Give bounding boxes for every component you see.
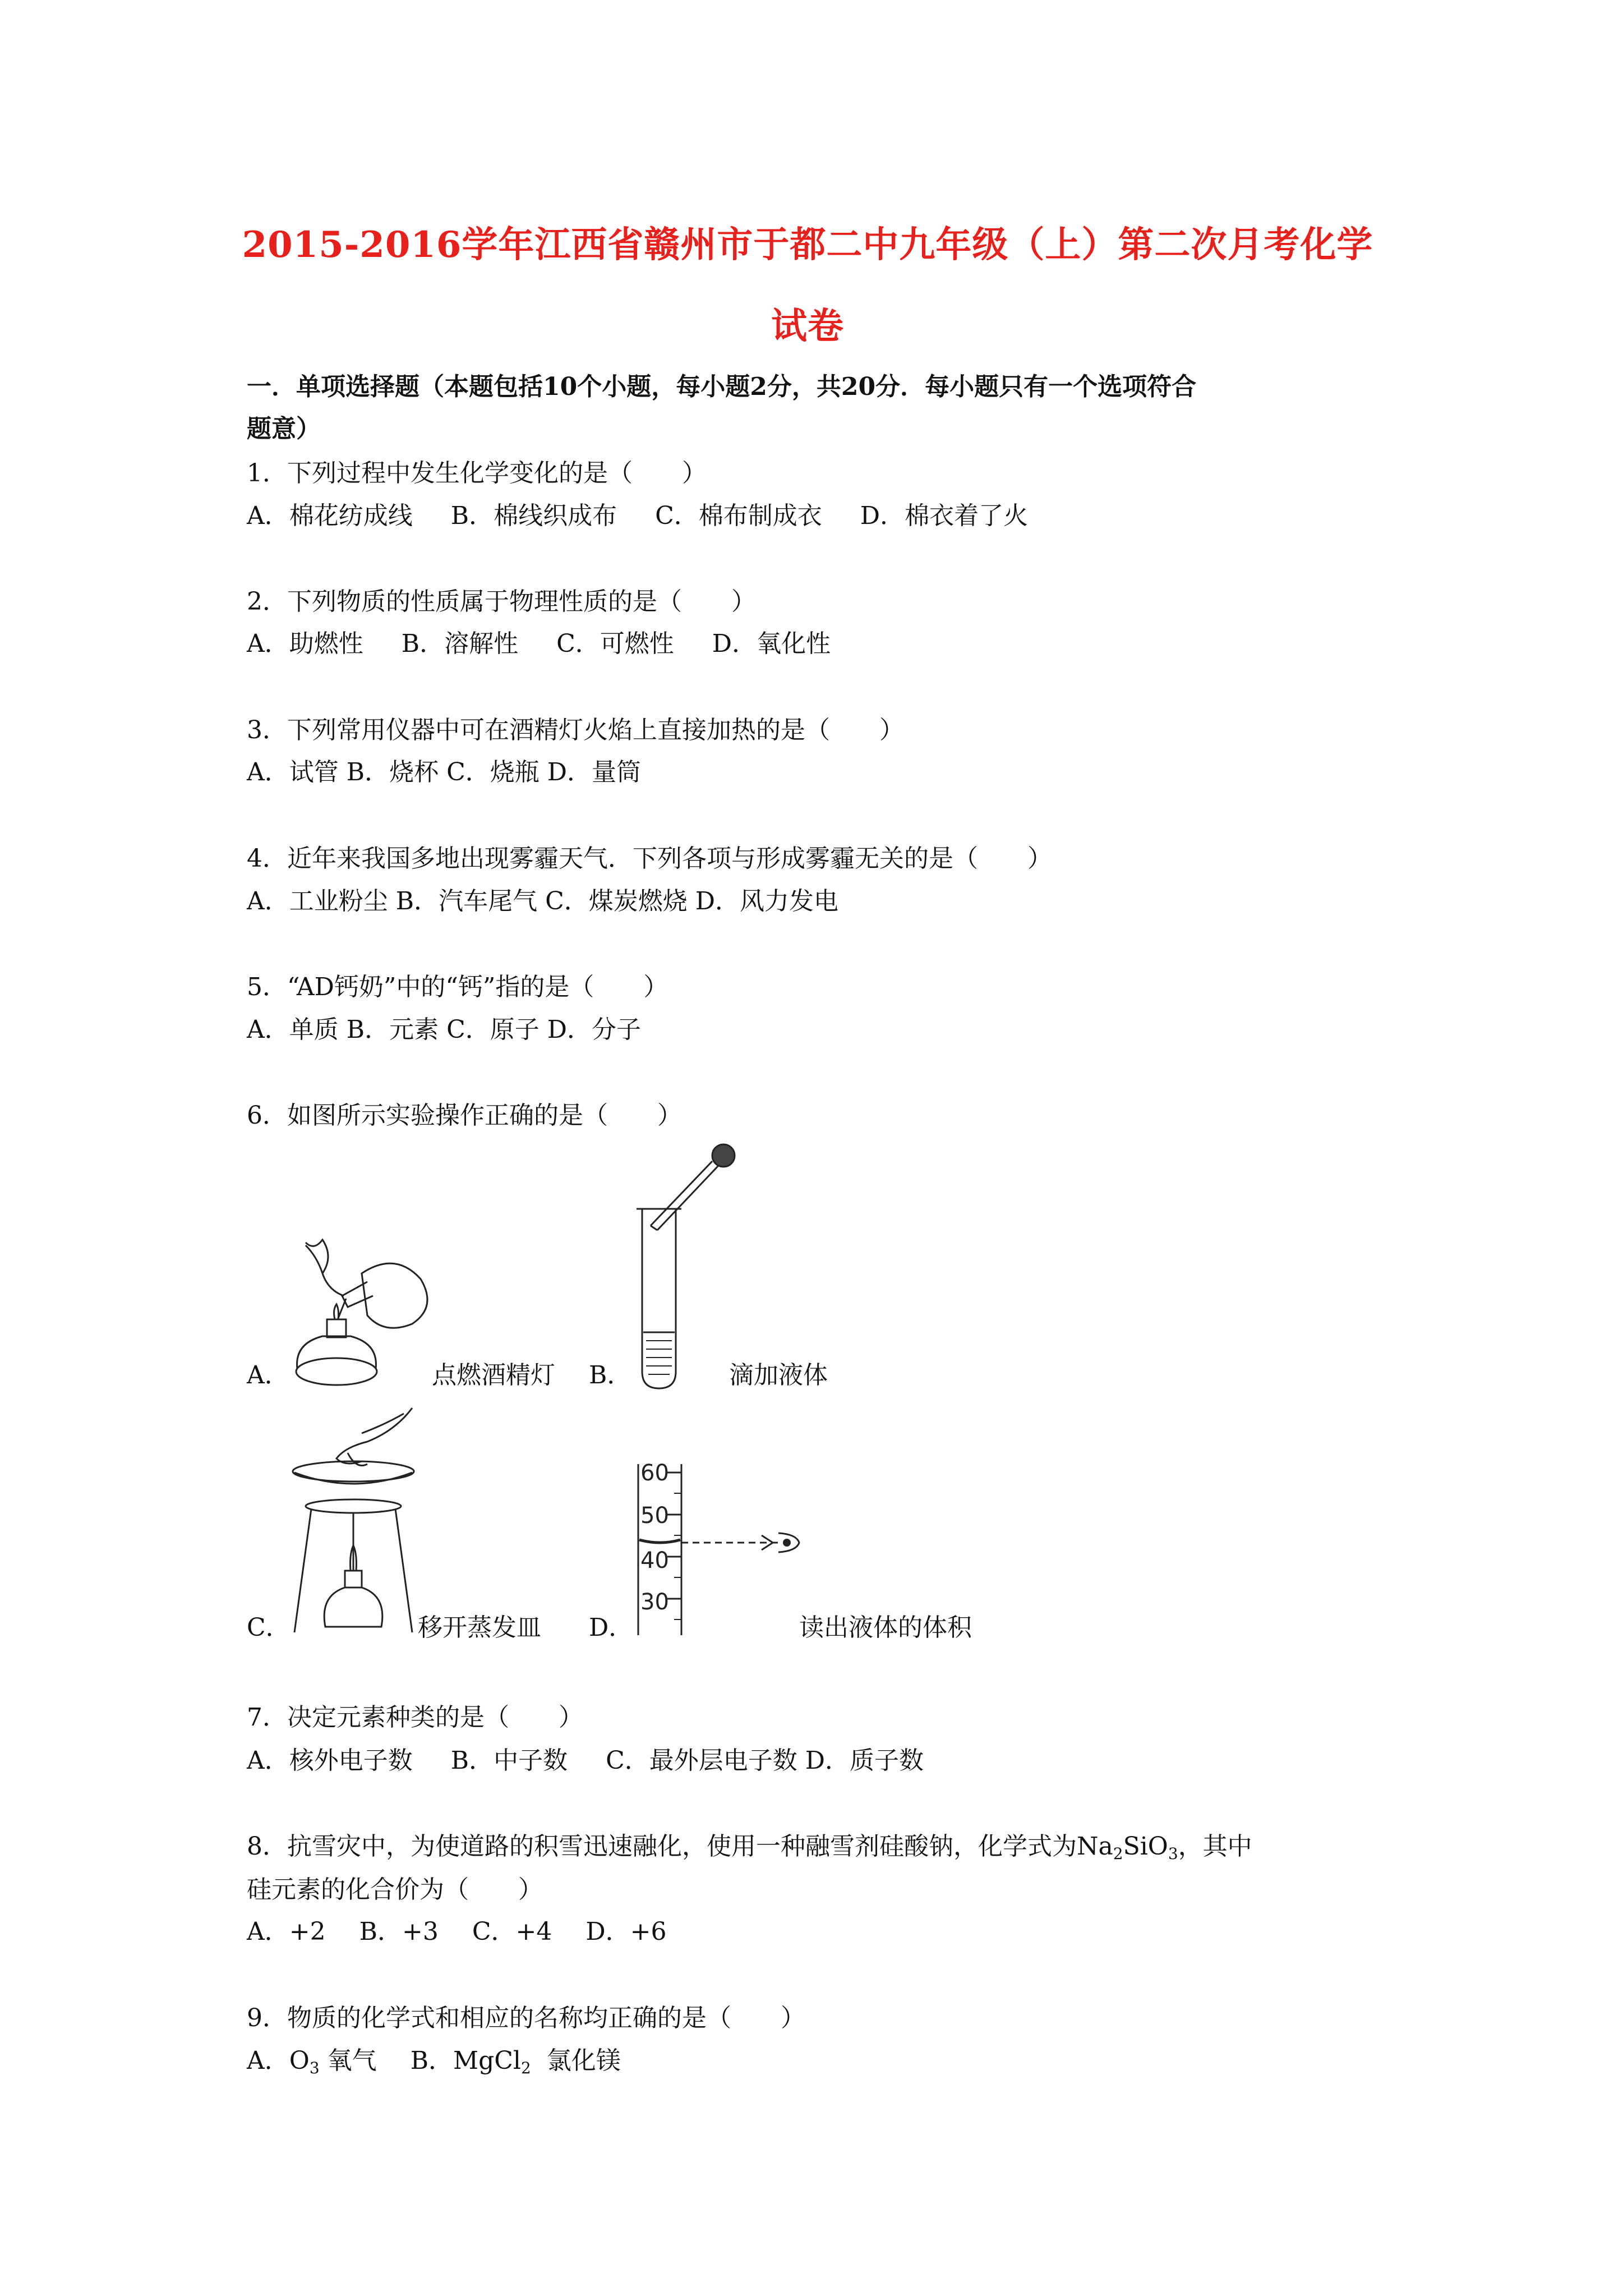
option-c-caption: 移开蒸发皿 xyxy=(418,1613,541,1642)
question-4-options: A．工业粉尘 B．汽车尾气 C．煤炭燃烧 D．风力发电 xyxy=(247,887,839,915)
option-d: D．氧化性 xyxy=(712,629,831,658)
option-d: D．+6 xyxy=(585,1917,667,1946)
question-5-stem: 5．“AD钙奶”中的“钙”指的是（ ） xyxy=(247,973,668,1001)
tick-label-50: 50 xyxy=(640,1503,669,1529)
option-d: D．棉衣着了火 xyxy=(860,501,1029,530)
question-7-stem: 7．决定元素种类的是（ ） xyxy=(247,1703,583,1732)
question-1-stem: 1．下列过程中发生化学变化的是（ ） xyxy=(247,459,707,487)
option-b-caption: 滴加液体 xyxy=(729,1361,828,1389)
option-a: A．+2 xyxy=(247,1917,326,1946)
option-d-caption: 读出液体的体积 xyxy=(799,1613,972,1642)
option-a-name: 氧气 xyxy=(319,2046,377,2075)
stem-text: ，其中 xyxy=(1178,1832,1252,1861)
question-3-stem: 3．下列常用仪器中可在酒精灯火焰上直接加热的是（ ） xyxy=(247,716,904,744)
question-1-options xyxy=(247,501,1029,530)
question-8-stem-cont: 硅元素的化合价为（ ） xyxy=(247,1875,543,1904)
question-8-stem xyxy=(247,1834,1252,1862)
question-2-options xyxy=(247,629,831,658)
exam-title-line1: 2015-2016学年江西省赣州市于都二中九年级（上）第二次月考化学 xyxy=(242,224,1373,266)
subscript: 2 xyxy=(520,2059,531,2077)
option-b: B．MgCl xyxy=(410,2046,521,2075)
option-a: A．O xyxy=(247,2046,310,2075)
question-7-options xyxy=(247,1746,924,1775)
subscript: 3 xyxy=(1168,1844,1178,1863)
option-a-letter: A． xyxy=(247,1361,289,1389)
option-a: A．棉花纺成线 xyxy=(247,501,413,530)
tick-label-60: 60 xyxy=(640,1461,669,1486)
option-d-letter: D． xyxy=(589,1613,634,1642)
question-4-stem: 4．近年来我国多地出现雾霾天气．下列各项与形成雾霾无关的是（ ） xyxy=(247,844,1052,873)
tick-label-30: 30 xyxy=(640,1589,669,1615)
option-c-d: C．最外层电子数 D．质子数 xyxy=(606,1746,924,1775)
option-c: C．棉布制成衣 xyxy=(655,501,822,530)
section-heading: 一．单项选择题（本题包括10个小题，每小题2分，共20分．每小题只有一个选项符合 xyxy=(247,372,1197,401)
moving-evaporating-dish-figure xyxy=(283,1402,423,1638)
section-heading-cont: 题意） xyxy=(247,415,321,443)
option-a-caption: 点燃酒精灯 xyxy=(432,1361,555,1389)
subscript: 3 xyxy=(309,2059,320,2077)
subscript: 2 xyxy=(1113,1844,1123,1863)
stem-text: SiO xyxy=(1123,1832,1168,1861)
option-b: B．溶解性 xyxy=(401,629,519,658)
option-b: B．中子数 xyxy=(450,1746,568,1775)
option-c: C．可燃性 xyxy=(556,629,674,658)
lighting-alcohol-lamp-figure xyxy=(283,1212,440,1391)
option-a: A．核外电子数 xyxy=(247,1746,413,1775)
question-9-stem: 9．物质的化学式和相应的名称均正确的是（ ） xyxy=(247,2004,805,2032)
option-a: A．助燃性 xyxy=(247,629,363,658)
question-2-stem: 2．下列物质的性质属于物理性质的是（ ） xyxy=(247,587,756,616)
option-c: C．+4 xyxy=(472,1917,552,1946)
graduated-cylinder-figure xyxy=(628,1461,808,1641)
exam-title-line2: 试卷 xyxy=(771,305,844,347)
dropping-liquid-figure xyxy=(628,1142,757,1397)
option-b-name: 氯化镁 xyxy=(531,2046,621,2075)
option-b: B．+3 xyxy=(359,1917,439,1946)
question-3-options: A．试管 B．烧杯 C．烧瓶 D．量筒 xyxy=(247,758,642,786)
tick-label-40: 40 xyxy=(640,1548,669,1573)
question-6-stem: 6．如图所示实验操作正确的是（ ） xyxy=(247,1101,682,1130)
question-5-options: A．单质 B．元素 C．原子 D．分子 xyxy=(247,1015,642,1044)
stem-text: 8．抗雪灾中，为使道路的积雪迅速融化，使用一种融雪剂硅酸钠，化学式为Na xyxy=(247,1832,1113,1861)
question-9-options xyxy=(247,2046,621,2077)
option-b-letter: B． xyxy=(589,1361,632,1389)
question-8-options xyxy=(247,1917,667,1946)
option-c-letter: C． xyxy=(247,1613,291,1642)
option-b: B．棉线织成布 xyxy=(450,501,617,530)
